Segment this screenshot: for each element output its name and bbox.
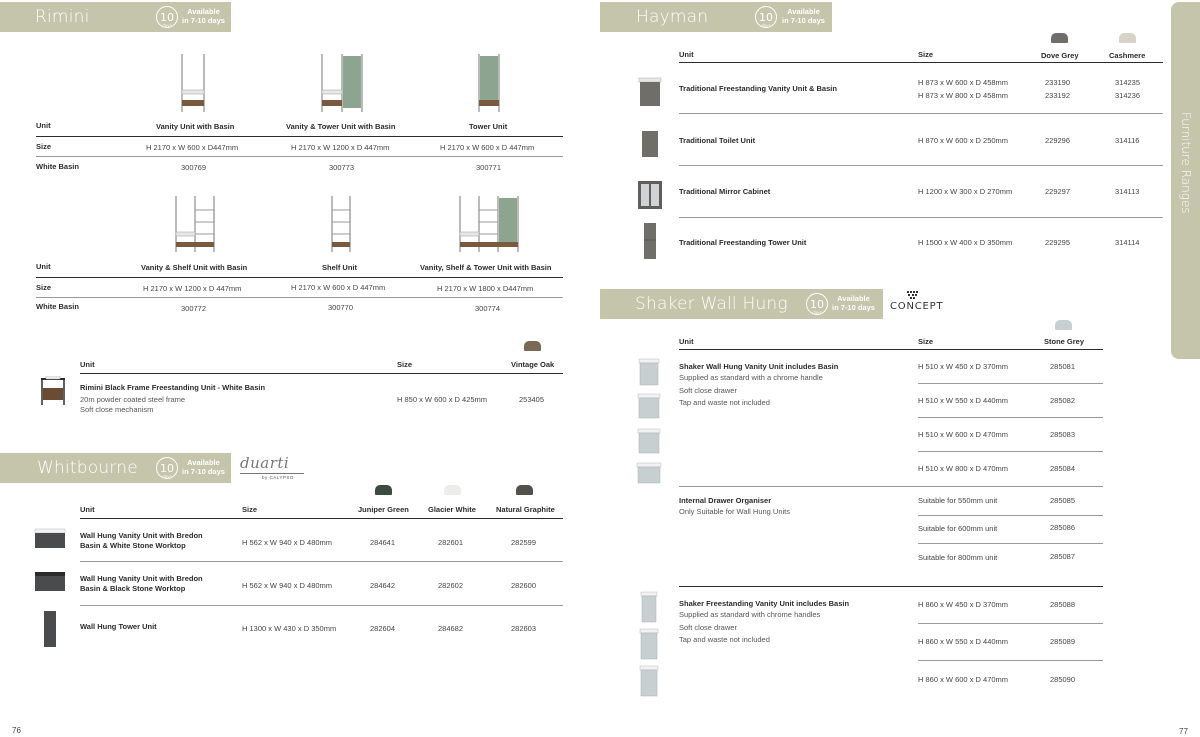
traditional-toilet-unit-image xyxy=(640,130,660,158)
rimini-t1-col2-size: H 2170 x W 1200 x D 447mm xyxy=(291,143,390,152)
hy-size-header: Size xyxy=(918,50,934,59)
bf-finish-header: Vintage Oak xyxy=(511,360,555,369)
sh-g3-note-1: Supplied as standard with chrome handles xyxy=(679,610,821,619)
rimini-t1-rule xyxy=(36,136,563,137)
bf-note-2: Soft close mechanism xyxy=(80,405,154,414)
shaker-freestanding-600-image xyxy=(639,665,659,697)
wb-row3-code-2: 284682 xyxy=(438,624,464,633)
wb-size-header: Size xyxy=(242,505,258,514)
rimini-t1-col1-size: H 2170 x W 600 x D447mm xyxy=(146,143,239,152)
wall-hung-vanity-white-image xyxy=(34,528,66,550)
shelf-unit-image xyxy=(330,196,352,254)
clock-10-days-icon: 10 days xyxy=(806,293,828,315)
traditional-vanity-image xyxy=(638,77,662,107)
hy-row1-name: Traditional Freestanding Vanity Unit & Basin xyxy=(679,84,837,93)
natural-graphite-swatch xyxy=(516,485,533,495)
sh-g2-r3-size: Suitable for 800mm unit xyxy=(918,553,998,562)
furniture-ranges-tab-label: Furniture Ranges xyxy=(1179,112,1193,214)
hy-rule xyxy=(679,62,1163,63)
shaker-freestanding-550-image xyxy=(639,628,659,660)
clock-10-days-icon: 10 days xyxy=(156,457,178,479)
wb-row2-name-2: Basin & Black Stone Worktop xyxy=(80,584,186,593)
sh-size-header: Size xyxy=(918,337,934,346)
rimini-t2-col1-code: 300772 xyxy=(181,304,207,313)
duarti-logo-underline xyxy=(240,473,304,474)
rimini-t1-col2-code: 300773 xyxy=(329,163,355,172)
wall-hung-tower-image xyxy=(42,610,58,648)
sh-g1-r3-code: 285083 xyxy=(1050,430,1076,439)
wb-row2-code-1: 284642 xyxy=(370,581,396,590)
hy-row4-dove: 229295 xyxy=(1045,238,1071,247)
rimini-t1-rule-2 xyxy=(36,156,563,157)
sh-g1-r3-size: H 510 x W 600 x D 470mm xyxy=(918,430,1009,439)
shaker-wall-vanity-600-image xyxy=(637,428,661,454)
rimini-t2-col1-unit: Vanity & Shelf Unit with Basin xyxy=(141,263,248,272)
sh-g3-r1-size: H 860 x W 450 x D 370mm xyxy=(918,600,1009,609)
sh-g1-r4-size: H 510 x W 800 x D 470mm xyxy=(918,464,1009,473)
vanity-shelf-tower-unit-image xyxy=(458,196,520,254)
shaker-title: Shaker Wall Hung xyxy=(635,294,788,314)
hy-row1-dove-2: 233192 xyxy=(1045,91,1071,100)
clock-10-days-icon: 10 days xyxy=(156,6,178,28)
sh-g1-note-2: Soft close drawer xyxy=(679,386,737,395)
sh-g1-r1-size: H 510 x W 450 x D 370mm xyxy=(918,362,1009,371)
page-number-left: 76 xyxy=(12,726,21,735)
cashmere-swatch xyxy=(1119,33,1136,43)
wb-row1-size: H 562 x W 940 x D 480mm xyxy=(242,538,333,547)
sh-g2-name: Internal Drawer Organiser xyxy=(679,496,772,505)
hy-row4-name: Traditional Freestanding Tower Unit xyxy=(679,238,807,247)
rimini-t1-size-label: Size xyxy=(36,142,52,151)
shaker-wall-vanity-550-image xyxy=(637,393,661,419)
bf-code: 253405 xyxy=(519,395,545,404)
rimini-t1-col1-code: 300769 xyxy=(181,163,207,172)
sh-g1-r2-code: 285082 xyxy=(1050,396,1076,405)
shaker-banner xyxy=(600,289,883,319)
traditional-tower-unit-image xyxy=(642,222,658,260)
availability-badge: Available in 7-10 days xyxy=(832,294,875,312)
sh-g2-r2-size: Suitable for 600mm unit xyxy=(918,524,998,533)
wb-row1-code-1: 284641 xyxy=(370,538,396,547)
rimini-t1-basin-label: White Basin xyxy=(36,162,79,171)
rimini-t2-unit-label: Unit xyxy=(36,262,51,271)
rimini-t1-col3-unit: Tower Unit xyxy=(469,122,508,131)
rimini-t2-col3-unit: Vanity, Shelf & Tower Unit with Basin xyxy=(420,263,552,272)
sh-g1-name: Shaker Wall Hung Vanity Unit includes Basin xyxy=(679,362,839,371)
bf-rule xyxy=(80,373,563,374)
tower-unit-image xyxy=(477,54,501,114)
hy-row1-size-1: H 873 x W 600 x D 458mm xyxy=(918,78,1009,87)
hy-row3-dove: 229297 xyxy=(1045,187,1071,196)
juniper-green-swatch xyxy=(375,485,392,495)
wb-row1-name-1: Wall Hung Vanity Unit with Bredon xyxy=(80,531,203,540)
glacier-white-swatch xyxy=(444,485,461,495)
sh-g3-r2-size: H 860 x W 550 x D 440mm xyxy=(918,637,1009,646)
rimini-t2-col2-unit: Shelf Unit xyxy=(322,263,357,272)
availability-badge: Available in 7-10 days xyxy=(782,7,825,25)
whitbourne-banner xyxy=(0,453,231,483)
wb-row2-rule xyxy=(80,605,563,606)
shaker-wall-vanity-800-image xyxy=(636,462,662,484)
rimini-t2-rule xyxy=(36,277,563,278)
hy-row1-dove-1: 233190 xyxy=(1045,78,1071,87)
wb-row1-name-2: Basin & White Stone Worktop xyxy=(80,541,186,550)
sh-g3-name: Shaker Freestanding Vanity Unit includes Basin xyxy=(679,599,850,608)
sh-g2-r1-code: 285085 xyxy=(1050,496,1076,505)
shaker-wall-vanity-450-image xyxy=(638,358,660,386)
sh-g1-r3-rule xyxy=(918,451,1103,452)
wb-row1-code-2: 282601 xyxy=(438,538,464,547)
hy-row2-dove: 229296 xyxy=(1045,136,1071,145)
hy-finish-2-header: Cashmere xyxy=(1109,51,1146,60)
sh-g1-r2-rule xyxy=(918,417,1103,418)
furniture-ranges-tab[interactable] xyxy=(1171,2,1200,359)
sh-g3-r3-code: 285090 xyxy=(1050,675,1076,684)
rimini-title: Rimini xyxy=(35,7,90,27)
duarti-logo-sub: by CALYPSO xyxy=(262,475,294,480)
hy-row2-cash: 314116 xyxy=(1115,136,1140,145)
sh-g3-r1-code: 285088 xyxy=(1050,600,1076,609)
sh-g1-end-rule xyxy=(679,486,1103,487)
sh-g1-r1-rule xyxy=(918,383,1103,384)
sh-rule xyxy=(679,349,1103,350)
sh-g3-r2-code: 285089 xyxy=(1050,637,1076,646)
rimini-banner xyxy=(0,2,231,32)
rimini-t1-col1-unit: Vanity Unit with Basin xyxy=(156,122,235,131)
rimini-t2-basin-label: White Basin xyxy=(36,302,79,311)
hy-row3-rule xyxy=(679,217,1163,218)
hy-row2-rule xyxy=(679,165,1163,166)
sh-g3-r2-rule xyxy=(918,660,1103,661)
wb-row2-code-2: 282602 xyxy=(438,581,464,590)
duarti-logo: duarti xyxy=(240,454,290,472)
wb-finish-3-header: Natural Graphite xyxy=(496,505,555,514)
sh-g1-note-3: Tap and waste not included xyxy=(679,398,770,407)
traditional-mirror-cabinet-image xyxy=(637,180,663,210)
sh-g1-r4-code: 285084 xyxy=(1050,464,1076,473)
availability-badge: Available in 7-10 days xyxy=(182,458,225,476)
sh-g1-note-1: Supplied as standard with a chrome handle xyxy=(679,373,823,382)
rimini-t2-col2-size: H 2170 x W 600 x D 447mm xyxy=(291,283,386,292)
hy-row2-size: H 870 x W 600 x D 250mm xyxy=(918,136,1009,145)
hy-row2-name: Traditional Toilet Unit xyxy=(679,136,756,145)
hy-row3-size: H 1200 x W 300 x D 270mm xyxy=(918,187,1013,196)
rimini-t1-col3-size: H 2170 x W 600 x D 447mm xyxy=(440,143,535,152)
wb-row2-name-1: Wall Hung Vanity Unit with Bredon xyxy=(80,574,203,583)
wb-row1-code-3: 282599 xyxy=(511,538,537,547)
sh-g3-note-3: Tap and waste not included xyxy=(679,635,770,644)
wb-row1-rule xyxy=(80,561,563,562)
sh-g1-r2-size: H 510 x W 550 x D 440mm xyxy=(918,396,1009,405)
black-frame-unit-image xyxy=(40,376,66,406)
hayman-banner xyxy=(600,2,832,32)
sh-g3-r1-rule xyxy=(918,623,1103,624)
hy-row3-cash: 314113 xyxy=(1115,187,1140,196)
stone-grey-swatch xyxy=(1055,320,1072,330)
hy-row1-cash-1: 314235 xyxy=(1115,78,1141,87)
hy-row4-cash: 314114 xyxy=(1115,238,1140,247)
availability-badge: Available in 7-10 days xyxy=(182,7,225,25)
rimini-t1-col2-unit: Vanity & Tower Unit with Basin xyxy=(286,122,396,131)
hy-row1-rule xyxy=(679,113,1163,114)
hy-finish-1-header: Dove Grey xyxy=(1041,51,1079,60)
wb-row3-size: H 1300 x W 430 x D 350mm xyxy=(242,624,337,633)
wall-hung-vanity-black-image xyxy=(34,571,66,593)
wb-row3-name-1: Wall Hung Tower Unit xyxy=(80,622,157,631)
concept-logo: CONCEPT xyxy=(890,301,944,312)
shaker-freestanding-450-image xyxy=(640,591,658,623)
sh-g2-r1-size: Suitable for 550mm unit xyxy=(918,496,998,505)
wb-unit-header: Unit xyxy=(80,505,95,514)
sh-g3-note-2: Soft close drawer xyxy=(679,623,737,632)
wb-rule xyxy=(80,518,563,519)
sh-g2-r1-rule xyxy=(918,515,1103,516)
bf-size: H 850 x W 600 x D 425mm xyxy=(397,395,488,404)
rimini-t2-rule-2 xyxy=(36,297,563,298)
hy-unit-header: Unit xyxy=(679,50,694,59)
hy-row3-name: Traditional Mirror Cabinet xyxy=(679,187,771,196)
hayman-title: Hayman xyxy=(636,7,709,27)
sh-g3-r3-size: H 860 x W 600 x D 470mm xyxy=(918,675,1009,684)
clock-10-days-icon: 10 days xyxy=(755,6,777,28)
concept-logo-mark-icon xyxy=(907,291,919,301)
bf-size-header: Size xyxy=(397,360,413,369)
rimini-t2-col3-size: H 2170 x W 1800 x D447mm xyxy=(437,284,534,293)
sh-g2-r2-code: 285086 xyxy=(1050,523,1076,532)
vanity-unit-image xyxy=(180,54,206,114)
vintage-oak-swatch xyxy=(524,341,541,351)
vanity-shelf-unit-image xyxy=(174,196,216,254)
bf-unit-header: Unit xyxy=(80,360,95,369)
wb-row2-size: H 562 x W 940 x D 480mm xyxy=(242,581,333,590)
wb-row3-code-1: 282604 xyxy=(370,624,396,633)
hy-row4-size: H 1500 x W 400 x D 350mm xyxy=(918,238,1013,247)
sh-unit-header: Unit xyxy=(679,337,694,346)
bf-note-1: 20m powder coated steel frame xyxy=(80,395,186,404)
wb-row2-code-3: 282600 xyxy=(511,581,537,590)
sh-g2-end-rule xyxy=(679,586,1103,587)
hy-row1-size-2: H 873 x W 800 x D 458mm xyxy=(918,91,1009,100)
sh-g2-r2-rule xyxy=(918,543,1103,544)
rimini-t1-col3-code: 300771 xyxy=(476,163,502,172)
sh-g2-note-1: Only Suitable for Wall Hung Units xyxy=(679,507,791,516)
whitbourne-title: Whitbourne xyxy=(37,458,138,478)
rimini-t2-col2-code: 300770 xyxy=(328,303,354,312)
rimini-t2-col1-size: H 2170 x W 1200 x D 447mm xyxy=(143,284,242,293)
hy-row1-cash-2: 314236 xyxy=(1115,91,1141,100)
rimini-t1-unit-label: Unit xyxy=(36,121,51,130)
page-number-right: 77 xyxy=(1179,727,1188,736)
sh-g2-r3-code: 285087 xyxy=(1050,552,1076,561)
rimini-t2-size-label: Size xyxy=(36,283,52,292)
bf-name: Rimini Black Frame Freestanding Unit - White Basin xyxy=(80,383,266,392)
wb-row3-code-3: 282603 xyxy=(511,624,537,633)
sh-g1-r1-code: 285081 xyxy=(1050,362,1076,371)
dove-grey-swatch xyxy=(1051,33,1068,43)
wb-finish-2-header: Glacier White xyxy=(428,505,476,514)
wb-finish-1-header: Juniper Green xyxy=(358,505,409,514)
sh-finish-header: Stone Grey xyxy=(1044,337,1085,346)
vanity-tower-unit-image xyxy=(320,54,364,114)
rimini-t2-col3-code: 300774 xyxy=(475,304,501,313)
